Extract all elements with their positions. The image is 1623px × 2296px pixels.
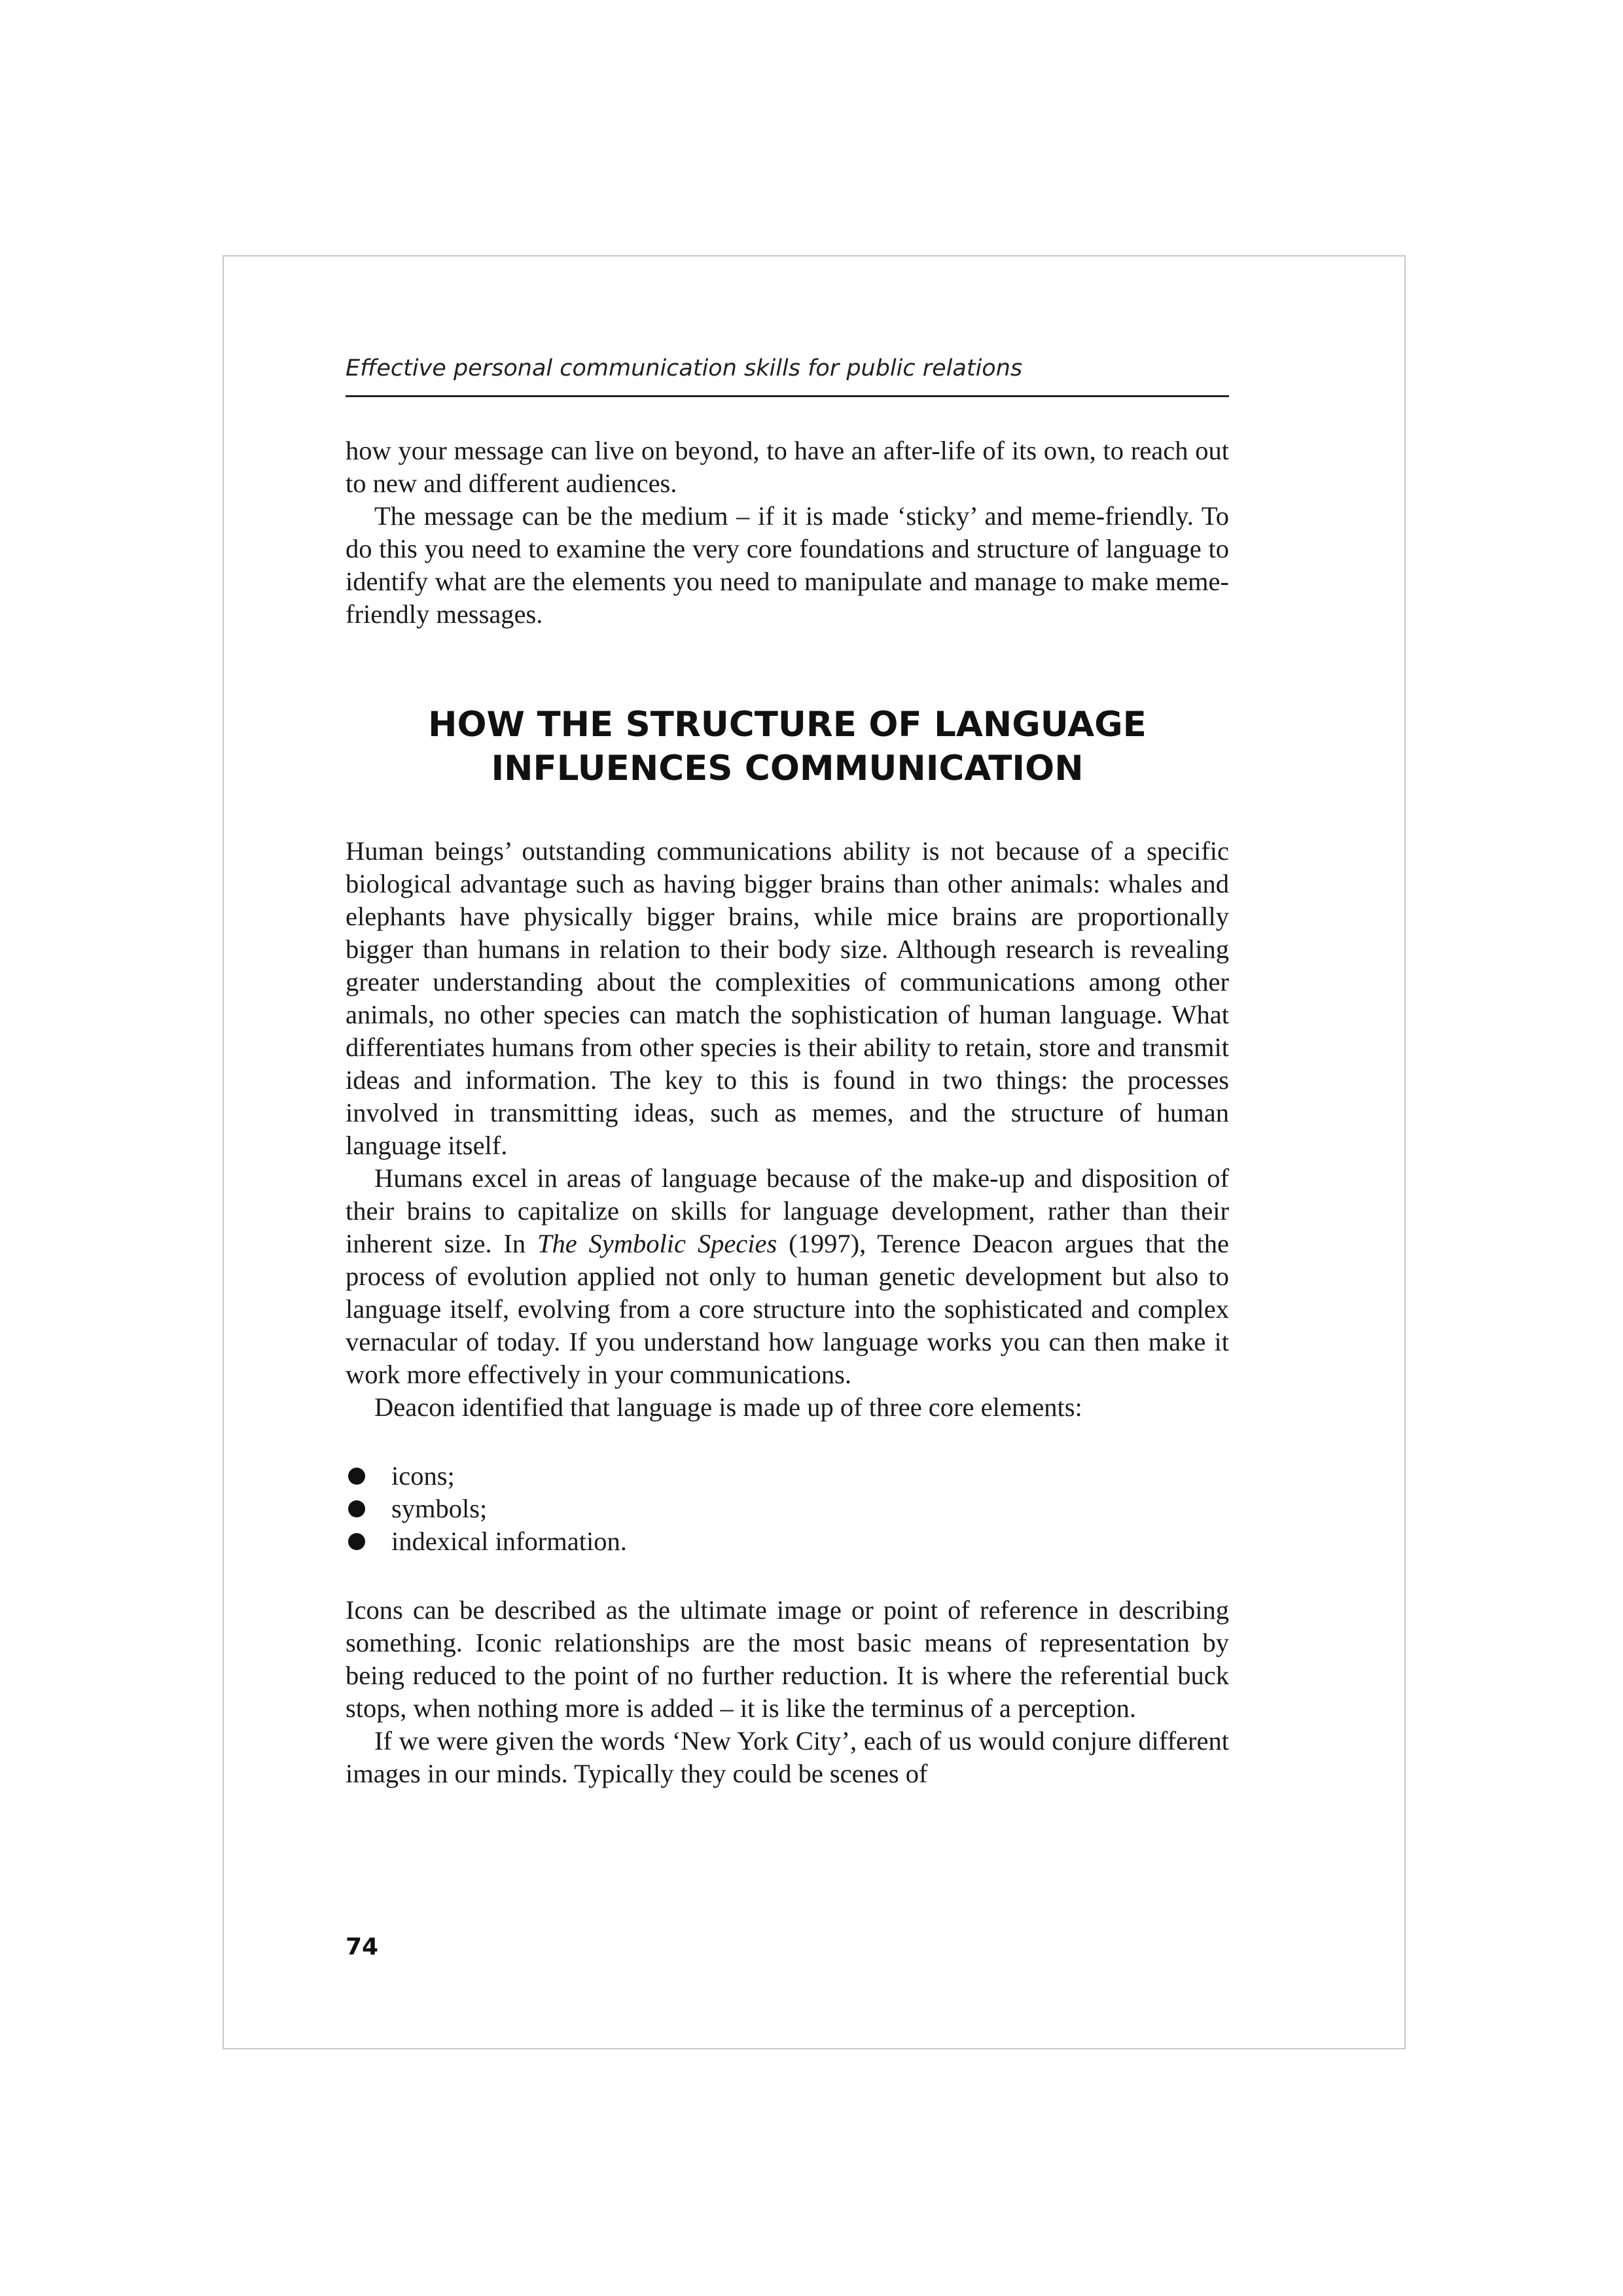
list-item xyxy=(346,1492,1229,1525)
bullet-icon xyxy=(348,1533,365,1550)
section-heading xyxy=(346,703,1229,790)
paragraph-continuation: how your message can live on beyond, to have an after-life of its own, to reach out to new and different audiences. xyxy=(346,436,1229,498)
list-item-text: symbols; xyxy=(391,1494,488,1523)
bullet-icon xyxy=(348,1500,365,1517)
running-head: Effective personal communication skills for public relations xyxy=(346,355,1023,381)
paragraph-humans-excel-part-1: Humans excel in areas of language because of the make-up and disposition of their brains to capitalize on skills for language development, rather than their inherent size. In xyxy=(346,1163,1229,1258)
paragraph-humans-excel-part-2: (1997), Terence Deacon argues that the process of evolution applied not only to human genetic development but also to language itself, evolving from a core structure into the sophisticated and complex vernacular of today. If you understand how language works you can then make it work more effectively in your communications. xyxy=(346,1229,1229,1389)
list-item-text: icons; xyxy=(391,1461,455,1491)
core-elements-list xyxy=(346,1460,1229,1558)
list-item xyxy=(346,1525,1229,1558)
paragraph-icons-described: Icons can be described as the ultimate image or point of reference in describing something. Iconic relationships are the most basic means of representation by being reduced to the point of no further reduction. It is where the referential buck stops, when nothing more is added – it is like the terminus of a perception. xyxy=(346,1595,1229,1723)
header-rule xyxy=(346,395,1229,397)
paragraph-human-beings: Human beings’ outstanding communications ability is not because of a specific biological advantage such as having bigger brains than other animals: whales and elephants have physically bigger brains, while mice brains are proportionally bigger than humans in relation to their body size. Although research is revealing greater understanding about the complexities of communications among other animals, no other species can match the sophistication of human language. What differentiates humans from other species is their ability to retain, store and transmit ideas and information. The key to this is found in two things: the processes involved in transmitting ideas, such as memes, and the structure of human language itself. xyxy=(346,836,1229,1160)
book-title-symbolic-species: The Symbolic Species xyxy=(537,1229,777,1258)
text-column xyxy=(346,434,1229,1790)
paragraph-deacon-identified: Deacon identified that language is made up of three core elements: xyxy=(374,1392,1082,1422)
section-heading-line-1: HOW THE STRUCTURE OF LANGUAGE xyxy=(428,705,1147,745)
list-item-text: indexical information. xyxy=(391,1527,627,1556)
page-number: 74 xyxy=(346,1934,379,1960)
paragraph-new-york-city: If we were given the words ‘New York City’, each of us would conjure different images in our minds. Typically they could be scenes of xyxy=(346,1726,1229,1788)
bullet-icon xyxy=(348,1468,365,1485)
paragraph-humans-excel xyxy=(346,1162,1229,1391)
section-heading-line-2: INFLUENCES COMMUNICATION xyxy=(491,749,1084,788)
paragraph-sticky-message: The message can be the medium – if it is made ‘sticky’ and meme-friendly. To do this you need to examine the very core foundations and structure of language to identify what are the elements you need to manipulate and manage to make meme-friendly messages. xyxy=(346,501,1229,629)
list-item xyxy=(346,1460,1229,1492)
